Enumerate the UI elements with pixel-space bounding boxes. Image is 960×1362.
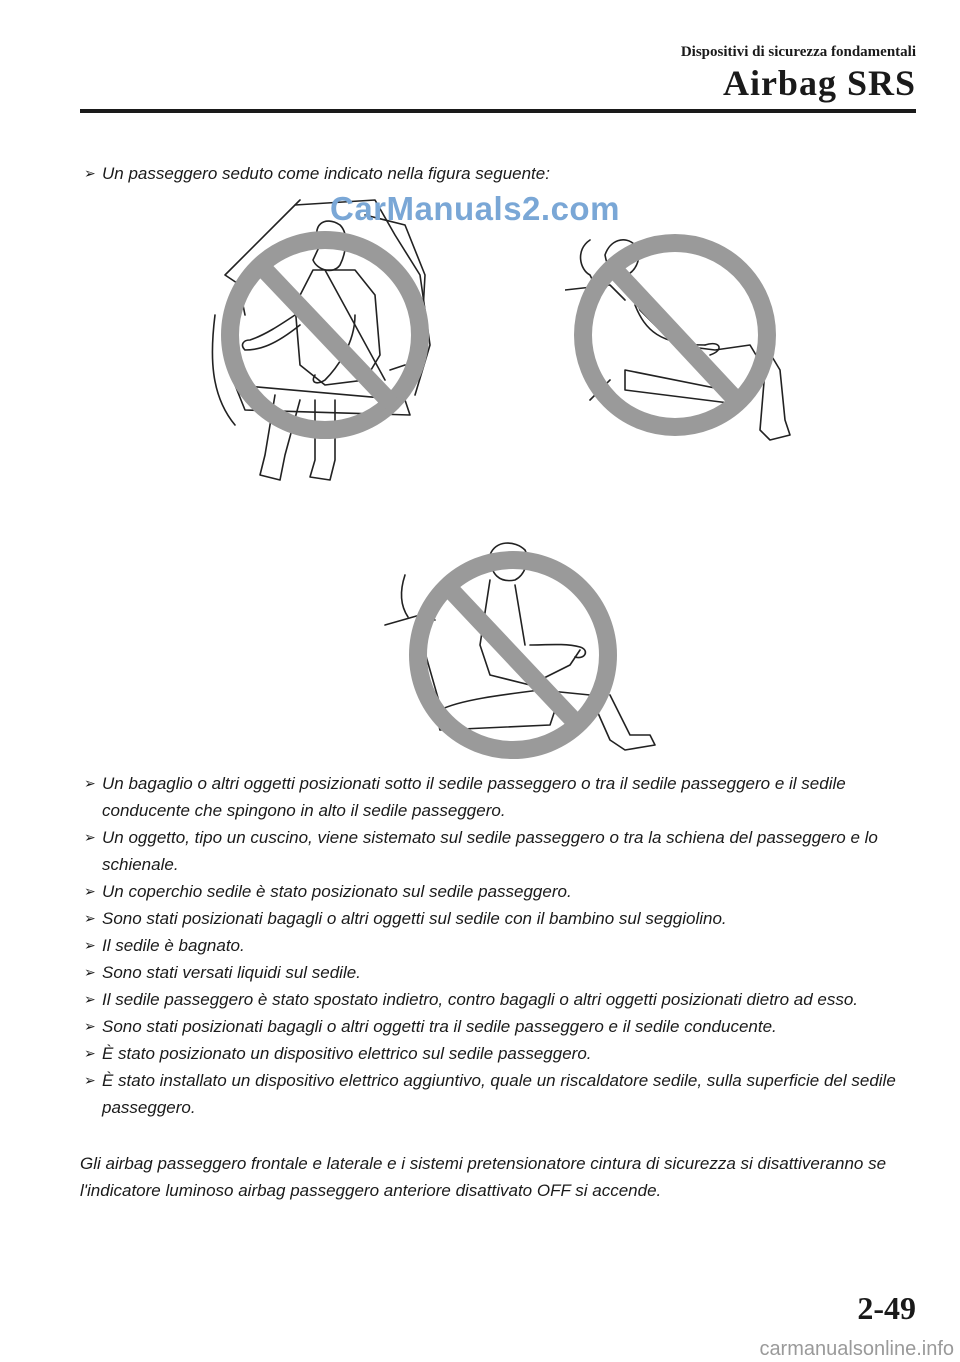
list-item: ➢ È stato installato un dispositivo elettrico aggiuntivo, quale un riscaldatore sedile, sulla superficie del sedile passeggero.: [84, 1067, 924, 1121]
watermark-text: CarManuals2.com: [330, 190, 620, 227]
list-item: ➢ Il sedile è bagnato.: [84, 932, 924, 959]
closing-paragraph: Gli airbag passeggero frontale e laterale e i sistemi pretensionatore cintura di sicurezza si disattiveranno se l'indicatore luminoso airbag passeggero anteriore disattivato OFF si accende.: [80, 1154, 887, 1200]
bullet-arrow-icon: ➢: [84, 1072, 96, 1088]
bullet-arrow-icon: ➢: [84, 883, 96, 899]
list-item: ➢ È stato posizionato un dispositivo elettrico sul sedile passeggero.: [84, 1040, 924, 1067]
header-divider: [80, 109, 916, 113]
prohibited-reclined-passenger-icon: [565, 230, 810, 445]
list-item: ➢ Sono stati posizionati bagagli o altri oggetti sul sedile con il bambino sul seggiolino.: [84, 905, 924, 932]
bullet-arrow-icon: ➢: [84, 937, 96, 953]
bullet-arrow-icon: ➢: [84, 829, 96, 845]
footer-watermark[interactable]: carmanualsonline.info: [759, 1338, 954, 1360]
prohibited-slouched-passenger-icon: [205, 195, 445, 495]
list-item: ➢ Un oggetto, tipo un cuscino, viene sistemato sul sedile passeggero o tra la schiena del passeggero e lo schienale.: [84, 824, 924, 878]
list-item: ➢ Un coperchio sedile è stato posizionato sul sedile passeggero.: [84, 878, 924, 905]
section-title: Dispositivi di sicurezza fondamentali: [680, 44, 916, 60]
list-item: ➢ Sono stati posizionati bagagli o altri oggetti tra il sedile passeggero e il sedile conducente.: [84, 1013, 924, 1040]
page-number: 2-49: [857, 1290, 916, 1326]
page-title: Airbag SRS: [722, 63, 916, 103]
list-item: ➢ Il sedile passeggero è stato spostato indietro, contro bagagli o altri oggetti posizionati dietro ad esso.: [84, 986, 924, 1013]
intro-bullet: Un passeggero seduto come indicato nella figura seguente:: [102, 164, 550, 183]
list-item: ➢ Sono stati versati liquidi sul sedile.: [84, 959, 924, 986]
bullet-arrow-icon: ➢: [84, 910, 96, 926]
bullet-arrow-icon: ➢: [84, 775, 96, 791]
bullet-arrow-icon: ➢: [84, 991, 96, 1007]
conditions-list: [84, 770, 924, 1121]
bullet-arrow-icon: ➢: [84, 1018, 96, 1034]
bullet-arrow-icon: ➢: [84, 165, 96, 181]
prohibited-leaning-forward-passenger-icon: [380, 535, 670, 770]
bullet-arrow-icon: ➢: [84, 964, 96, 980]
list-item: ➢ Un bagaglio o altri oggetti posizionati sotto il sedile passeggero o tra il sedile passeggero e il sedile conducente che spingono in alto il sedile passeggero.: [84, 770, 924, 824]
bullet-arrow-icon: ➢: [84, 1045, 96, 1061]
